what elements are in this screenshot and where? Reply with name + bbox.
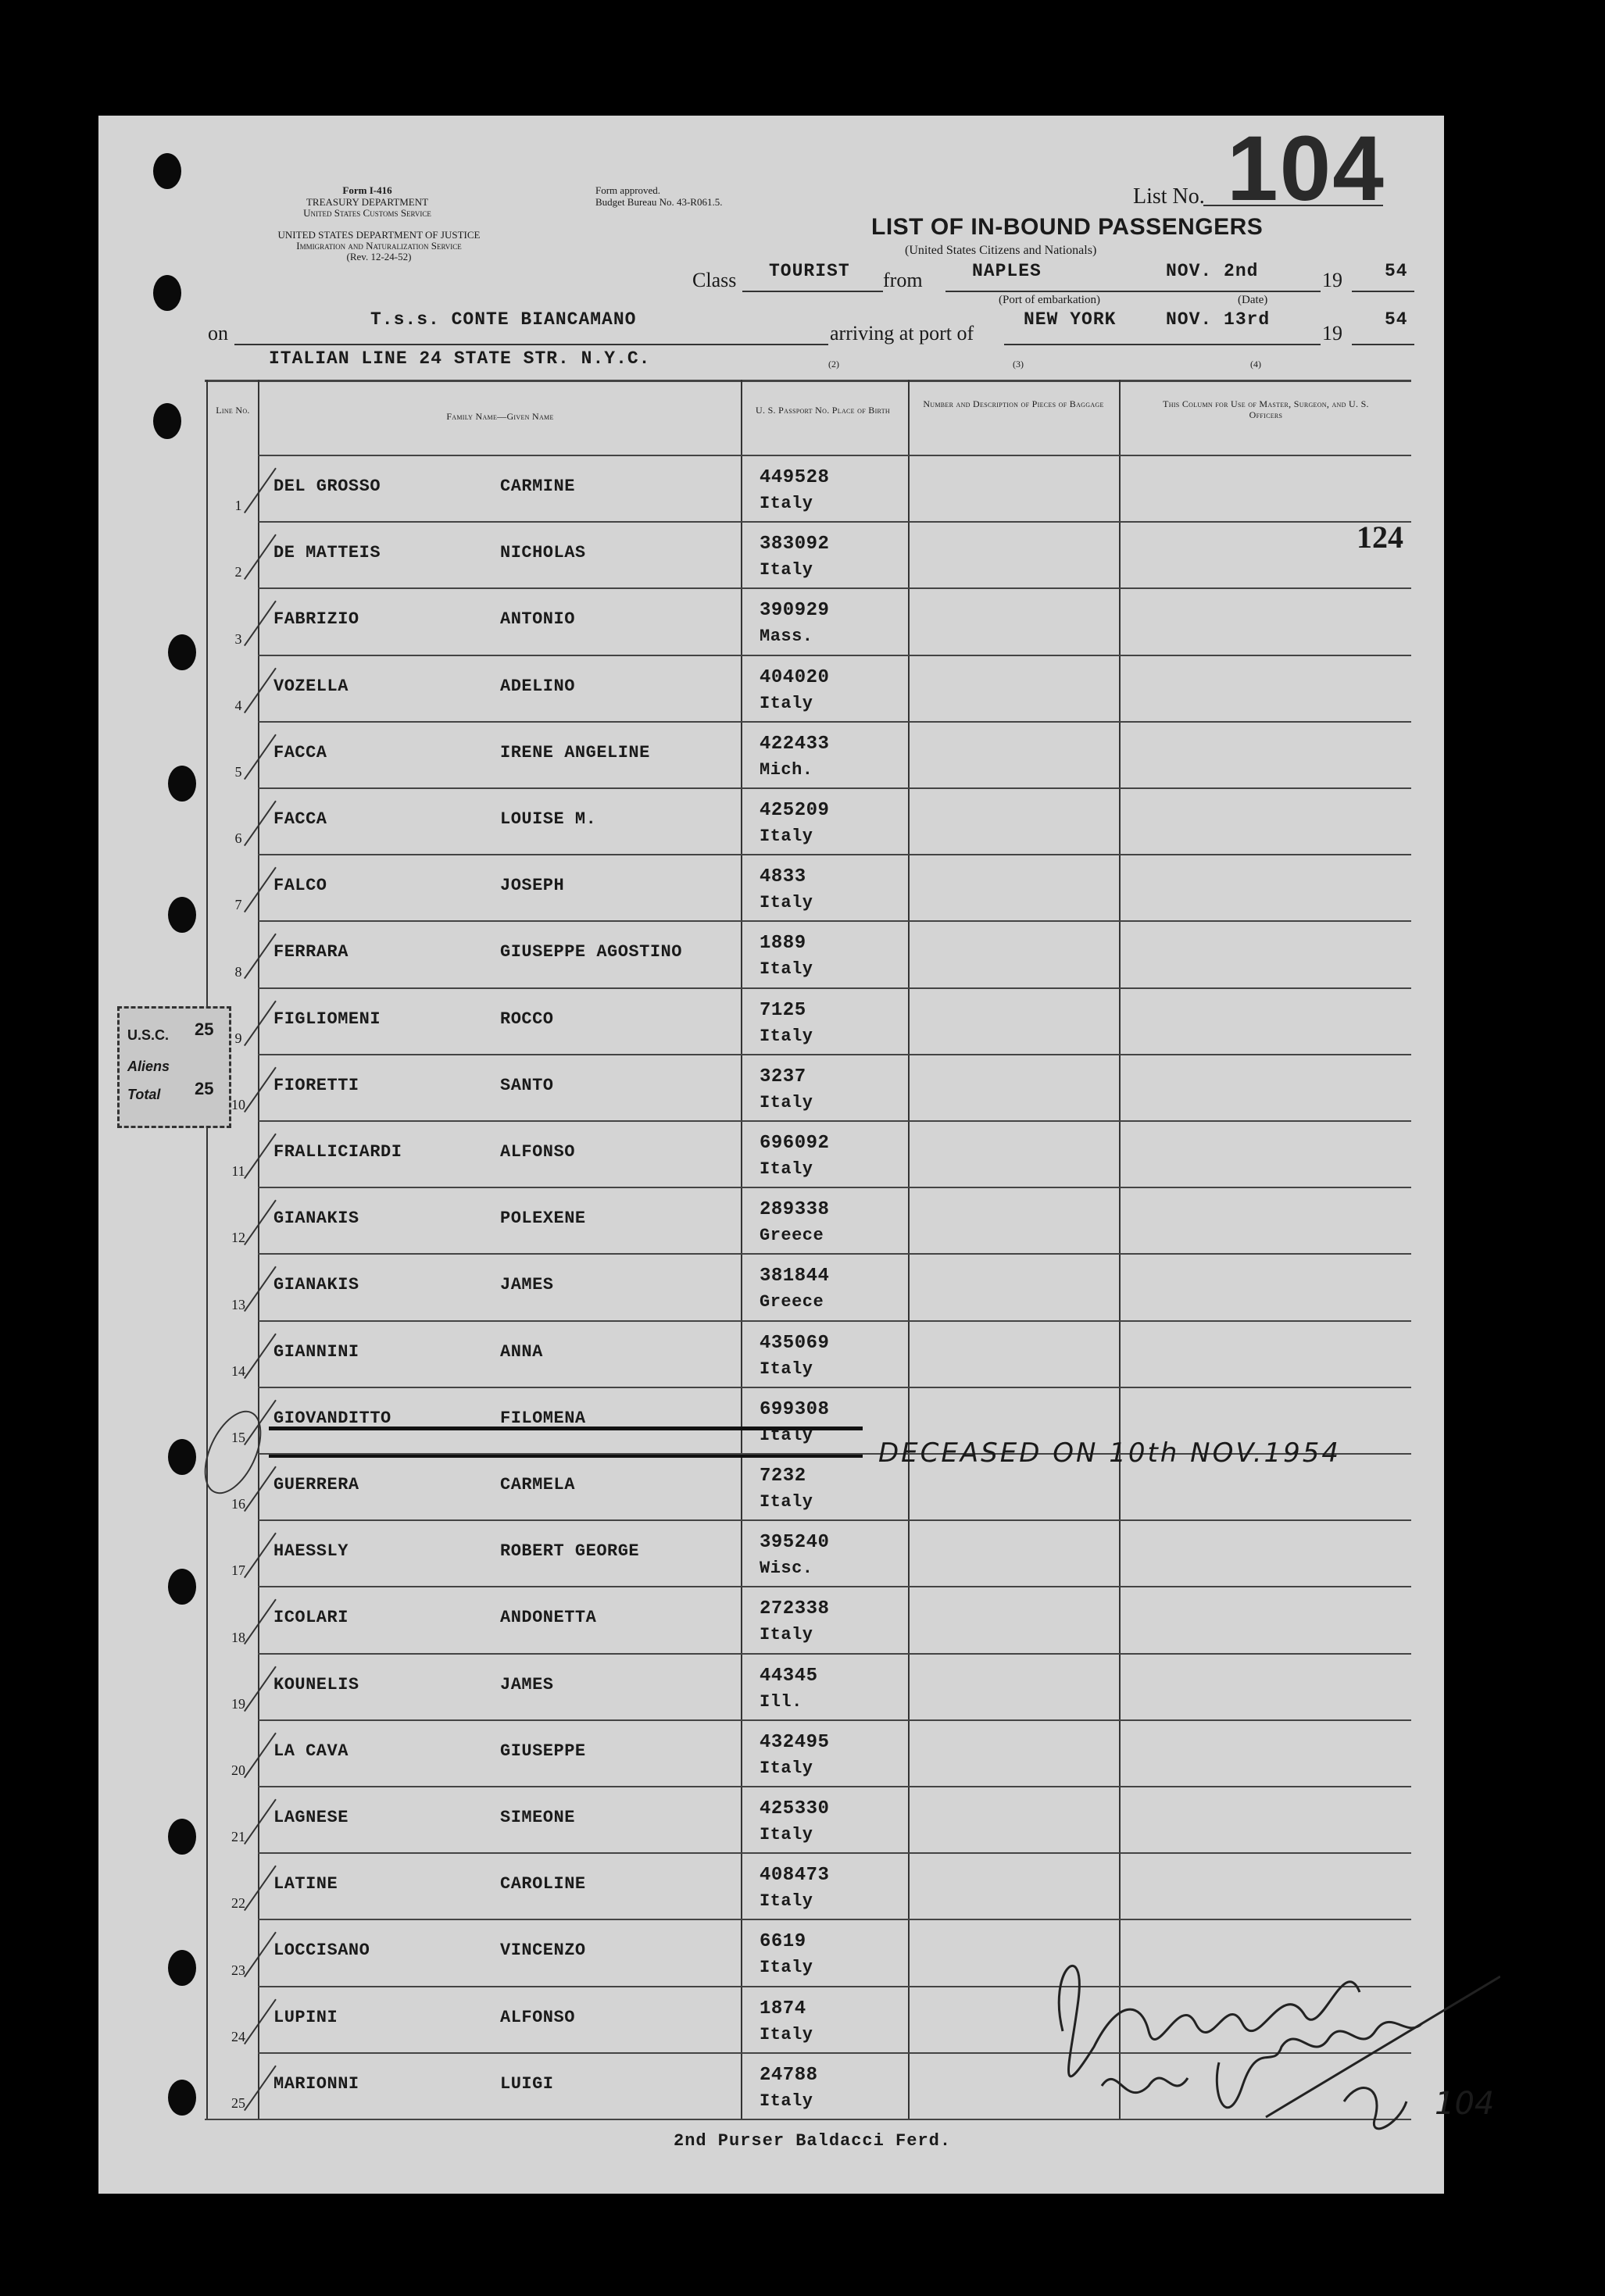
row-line-number: 21	[231, 1829, 245, 1845]
table-left-border	[206, 380, 208, 2119]
col-num-3: (3)	[1013, 359, 1024, 370]
passport-number: 449528	[760, 467, 830, 488]
place-of-birth: Italy	[760, 1092, 813, 1112]
page-mark: 104	[1435, 2086, 1495, 2122]
punch-hole	[168, 766, 196, 802]
row-line-number: 7	[234, 897, 242, 913]
passport-number: 1874	[760, 1998, 806, 2019]
given-name: GIUSEPPE AGOSTINO	[500, 942, 682, 962]
given-name: CARMINE	[500, 477, 575, 496]
annotation-124: 124	[1357, 520, 1403, 555]
row-divider	[258, 587, 1411, 589]
family-name: GUERRERA	[273, 1475, 359, 1494]
ship-name: T.s.s. CONTE BIANCAMANO	[370, 309, 637, 330]
row-line-number: 13	[231, 1296, 245, 1312]
place-of-birth: Ill.	[760, 1691, 802, 1712]
row-divider	[258, 1586, 1411, 1587]
punch-hole	[153, 153, 181, 189]
row-divider	[258, 987, 1411, 989]
family-name: FABRIZIO	[273, 609, 359, 630]
arrival-year-underline	[1352, 344, 1414, 345]
family-name: MARIONNI	[273, 2073, 359, 2094]
given-name: ALFONSO	[500, 1142, 575, 1162]
passport-number: 7125	[760, 999, 806, 1021]
deceased-note: DECEASED ON 10th NOV.1954	[878, 1437, 1342, 1469]
given-name: VINCENZO	[500, 1941, 586, 1961]
passport-number: 272338	[760, 1598, 830, 1620]
row-divider	[258, 1054, 1411, 1055]
place-of-birth: Greece	[760, 1292, 824, 1312]
family-name: FIORETTI	[273, 1075, 359, 1095]
arrival-port: NEW YORK	[1024, 309, 1117, 330]
place-of-birth: Italy	[760, 827, 813, 846]
family-name: LOCCISANO	[273, 1941, 370, 1961]
place-of-birth: Italy	[760, 2024, 813, 2044]
row-line-number: 17	[231, 1562, 245, 1579]
given-name: IRENE ANGELINE	[500, 742, 650, 762]
family-name: LATINE	[273, 1874, 338, 1894]
passport-number: 404020	[760, 666, 830, 688]
row-line-number: 20	[231, 1762, 245, 1778]
place-of-birth: Italy	[760, 1825, 813, 1844]
family-name: FACCA	[273, 809, 327, 829]
row-line-number: 1	[234, 498, 242, 514]
punch-hole	[168, 634, 196, 670]
family-name: FRALLICIARDI	[273, 1142, 402, 1162]
passport-number: 4833	[760, 866, 806, 888]
passport-number: 1889	[760, 933, 806, 955]
passport-number: 381844	[760, 1266, 830, 1287]
place-of-birth: Italy	[760, 1625, 813, 1645]
row-divider	[258, 1320, 1411, 1322]
family-name: FERRARA	[273, 942, 349, 962]
given-name: JAMES	[500, 1275, 554, 1295]
col-line-no: Line No.	[216, 405, 250, 416]
passport-number: 390929	[760, 600, 830, 622]
given-name: FILOMENA	[500, 1408, 586, 1428]
arrival-year: 54	[1385, 309, 1408, 330]
row-divider	[258, 1519, 1411, 1521]
family-name: LUPINI	[273, 2007, 338, 2027]
col-passport: U. S. Passport No. Place of Birth	[756, 405, 890, 416]
family-name: DEL GROSSO	[273, 477, 381, 496]
given-name: CAROLINE	[500, 1874, 586, 1894]
depart-date: NOV. 2nd	[1166, 261, 1259, 281]
row-line-number: 15	[231, 1430, 245, 1445]
row-line-number: 10	[231, 1097, 245, 1112]
row-divider	[258, 920, 1411, 922]
row-line-number: 3	[234, 630, 242, 647]
row-line-number: 22	[231, 1895, 245, 1912]
row-divider	[258, 521, 1411, 523]
passport-number: 44345	[760, 1665, 818, 1687]
col-divider	[741, 380, 742, 2119]
passport-number: 696092	[760, 1133, 830, 1154]
family-name: LA CAVA	[273, 1741, 349, 1761]
place-of-birth: Wisc.	[760, 1559, 813, 1579]
punch-hole	[168, 1950, 196, 1986]
from-value: NAPLES	[972, 261, 1042, 281]
given-name: SIMEONE	[500, 1808, 575, 1827]
arrival-year-prefix: 19	[1322, 322, 1342, 345]
given-name: ANNA	[500, 1341, 543, 1362]
place-of-birth: Italy	[760, 2091, 813, 2111]
punch-hole	[153, 275, 181, 311]
col-name: Family Name—Given Name	[446, 411, 554, 422]
class-underline	[742, 291, 883, 292]
passport-number: 6619	[760, 1931, 806, 1953]
stamp-usc: U.S.C.	[127, 1027, 170, 1043]
passport-number: 3237	[760, 1066, 806, 1087]
col-divider	[1119, 380, 1121, 2119]
purser-signature: 2nd Purser Baldacci Ferd.	[674, 2131, 952, 2151]
strikethrough-line	[269, 1455, 863, 1458]
given-name: LOUISE M.	[500, 809, 597, 829]
family-name: ICOLARI	[273, 1608, 349, 1628]
stamp-aliens: Aliens	[127, 1059, 170, 1074]
place-of-birth: Italy	[760, 1958, 813, 1978]
customs-service: United States Customs Service	[303, 207, 431, 219]
col-num-2: (2)	[828, 359, 839, 370]
stamp-total-count: 25	[195, 1079, 214, 1098]
header-bottom-border	[258, 455, 1411, 456]
punch-hole	[168, 1569, 196, 1605]
family-name: FALCO	[273, 876, 327, 896]
form-approved: Form approved.	[595, 184, 661, 196]
given-name: POLEXENE	[500, 1209, 586, 1229]
row-divider	[258, 1387, 1411, 1388]
row-line-number: 2	[234, 564, 242, 580]
year-prefix: 19	[1322, 269, 1342, 291]
given-name: CARMELA	[500, 1475, 575, 1494]
row-line-number: 12	[231, 1230, 245, 1246]
budget-bureau: Budget Bureau No. 43-R061.5.	[595, 196, 723, 208]
given-name: ADELINO	[500, 676, 575, 696]
treasury-dept: TREASURY DEPARTMENT	[306, 196, 429, 208]
row-divider	[258, 1120, 1411, 1122]
place-of-birth: Greece	[760, 1226, 824, 1246]
given-name: ROCCO	[500, 1009, 554, 1029]
family-name: VOZELLA	[273, 676, 349, 696]
year-underline	[1352, 291, 1414, 292]
row-divider	[258, 787, 1411, 789]
family-name: GIOVANDITTO	[273, 1408, 391, 1428]
place-of-birth: Italy	[760, 893, 813, 913]
on-label: on	[208, 322, 228, 345]
strikethrough-line	[269, 1427, 863, 1430]
passport-number: 7232	[760, 1466, 806, 1487]
row-divider	[258, 721, 1411, 723]
family-name: GIANNINI	[273, 1341, 359, 1362]
passport-number: 383092	[760, 534, 830, 555]
revision: (Rev. 12-24-52)	[346, 251, 412, 262]
row-divider	[258, 854, 1411, 855]
punch-hole	[168, 2080, 196, 2116]
given-name: GIUSEPPE	[500, 1741, 586, 1761]
given-name: NICHOLAS	[500, 543, 586, 563]
count-stamp	[117, 1006, 231, 1128]
passport-number: 432495	[760, 1731, 830, 1753]
passport-number: 24788	[760, 2064, 818, 2086]
punch-hole	[168, 897, 196, 933]
row-divider	[258, 1653, 1411, 1655]
passport-number: 425209	[760, 800, 830, 821]
stamp-total: Total	[127, 1087, 161, 1102]
passport-number: 395240	[760, 1532, 830, 1554]
row-divider	[258, 1786, 1411, 1787]
col-officers: This Column for Use of Master, Surgeon, and U. S. Officers	[1163, 398, 1369, 420]
row-line-number: 18	[231, 1629, 245, 1645]
row-line-number: 9	[234, 1030, 242, 1046]
officer-signature	[1031, 1906, 1500, 2141]
line-address: ITALIAN LINE 24 STATE STR. N.Y.C.	[269, 348, 651, 369]
passport-number: 435069	[760, 1332, 830, 1354]
col-divider	[908, 380, 910, 2119]
given-name: ALFONSO	[500, 2007, 575, 2027]
place-of-birth: Italy	[760, 494, 813, 513]
place-of-birth: Italy	[760, 1359, 813, 1379]
place-of-birth: Mass.	[760, 627, 813, 647]
given-name: SANTO	[500, 1075, 554, 1095]
class-value: TOURIST	[769, 261, 850, 281]
depart-year: 54	[1385, 261, 1408, 281]
punch-hole	[153, 403, 181, 439]
ship-underline	[234, 344, 828, 345]
family-name: FIGLIOMENI	[273, 1009, 381, 1029]
arrival-date: NOV. 13rd	[1166, 309, 1271, 330]
place-of-birth: Italy	[760, 560, 813, 580]
family-name: GIANAKIS	[273, 1209, 359, 1229]
date-caption: (Date)	[1238, 294, 1268, 306]
place-of-birth: Italy	[760, 693, 813, 713]
row-divider	[258, 1253, 1411, 1255]
place-of-birth: Italy	[760, 1159, 813, 1179]
place-of-birth: Italy	[760, 1891, 813, 1912]
place-of-birth: Italy	[760, 959, 813, 980]
col-divider	[258, 380, 259, 2119]
row-line-number: 8	[234, 963, 242, 980]
row-divider	[258, 1187, 1411, 1188]
place-of-birth: Italy	[760, 1758, 813, 1778]
passport-number: 422433	[760, 733, 830, 755]
arriving-label: arriving at port of	[830, 322, 974, 345]
family-name: GIANAKIS	[273, 1275, 359, 1295]
class-label: Class	[692, 269, 737, 291]
row-line-number: 11	[231, 1163, 245, 1180]
passport-number: 699308	[760, 1398, 830, 1420]
family-name: LAGNESE	[273, 1808, 349, 1827]
from-underline	[945, 291, 1321, 292]
col-baggage: Number and Description of Pieces of Baggage	[923, 398, 1104, 409]
port-embark-caption: (Port of embarkation)	[999, 294, 1100, 306]
place-of-birth: Italy	[760, 1425, 813, 1445]
list-number: 104	[1227, 117, 1385, 220]
page-subtitle: (United States Citizens and Nationals)	[905, 244, 1097, 257]
punch-hole	[168, 1439, 196, 1475]
family-name: DE MATTEIS	[273, 543, 381, 563]
page-title: LIST OF IN-BOUND PASSENGERS	[871, 214, 1264, 240]
row-line-number: 14	[231, 1362, 245, 1379]
row-line-number: 25	[231, 2095, 245, 2111]
row-line-number: 19	[231, 1695, 245, 1712]
place-of-birth: Mich.	[760, 759, 813, 780]
doj-title: UNITED STATES DEPARTMENT OF JUSTICE	[277, 229, 481, 241]
passport-number: 289338	[760, 1199, 830, 1221]
family-name: FACCA	[273, 742, 327, 762]
stamp-usc-count: 25	[195, 1019, 214, 1039]
family-name: HAESSLY	[273, 1541, 349, 1562]
row-line-number: 24	[231, 2028, 245, 2044]
given-name: ROBERT GEORGE	[500, 1541, 640, 1562]
passport-number: 408473	[760, 1865, 830, 1887]
given-name: LUIGI	[500, 2073, 554, 2094]
given-name: JAMES	[500, 1674, 554, 1694]
row-line-number: 5	[234, 764, 242, 780]
row-divider	[258, 1719, 1411, 1721]
passport-number: 425330	[760, 1798, 830, 1819]
ins-title: Immigration and Naturalization Service	[296, 240, 462, 252]
given-name: ANDONETTA	[500, 1608, 597, 1628]
place-of-birth: Italy	[760, 1492, 813, 1512]
row-divider	[258, 1852, 1411, 1854]
table-top-border	[205, 380, 1411, 382]
form-number: Form I-416	[342, 184, 392, 196]
from-label: from	[883, 269, 923, 291]
row-divider	[258, 655, 1411, 656]
family-name: KOUNELIS	[273, 1674, 359, 1694]
given-name: ANTONIO	[500, 609, 575, 630]
row-line-number: 16	[231, 1496, 245, 1512]
row-line-number: 23	[231, 1962, 245, 1978]
punch-hole	[168, 1819, 196, 1855]
row-line-number: 4	[234, 697, 242, 713]
arrival-underline	[1004, 344, 1321, 345]
place-of-birth: Italy	[760, 1026, 813, 1046]
list-no-label: List No.	[1133, 184, 1205, 209]
given-name: JOSEPH	[500, 876, 565, 896]
row-line-number: 6	[234, 830, 242, 847]
col-num-4: (4)	[1250, 359, 1261, 370]
